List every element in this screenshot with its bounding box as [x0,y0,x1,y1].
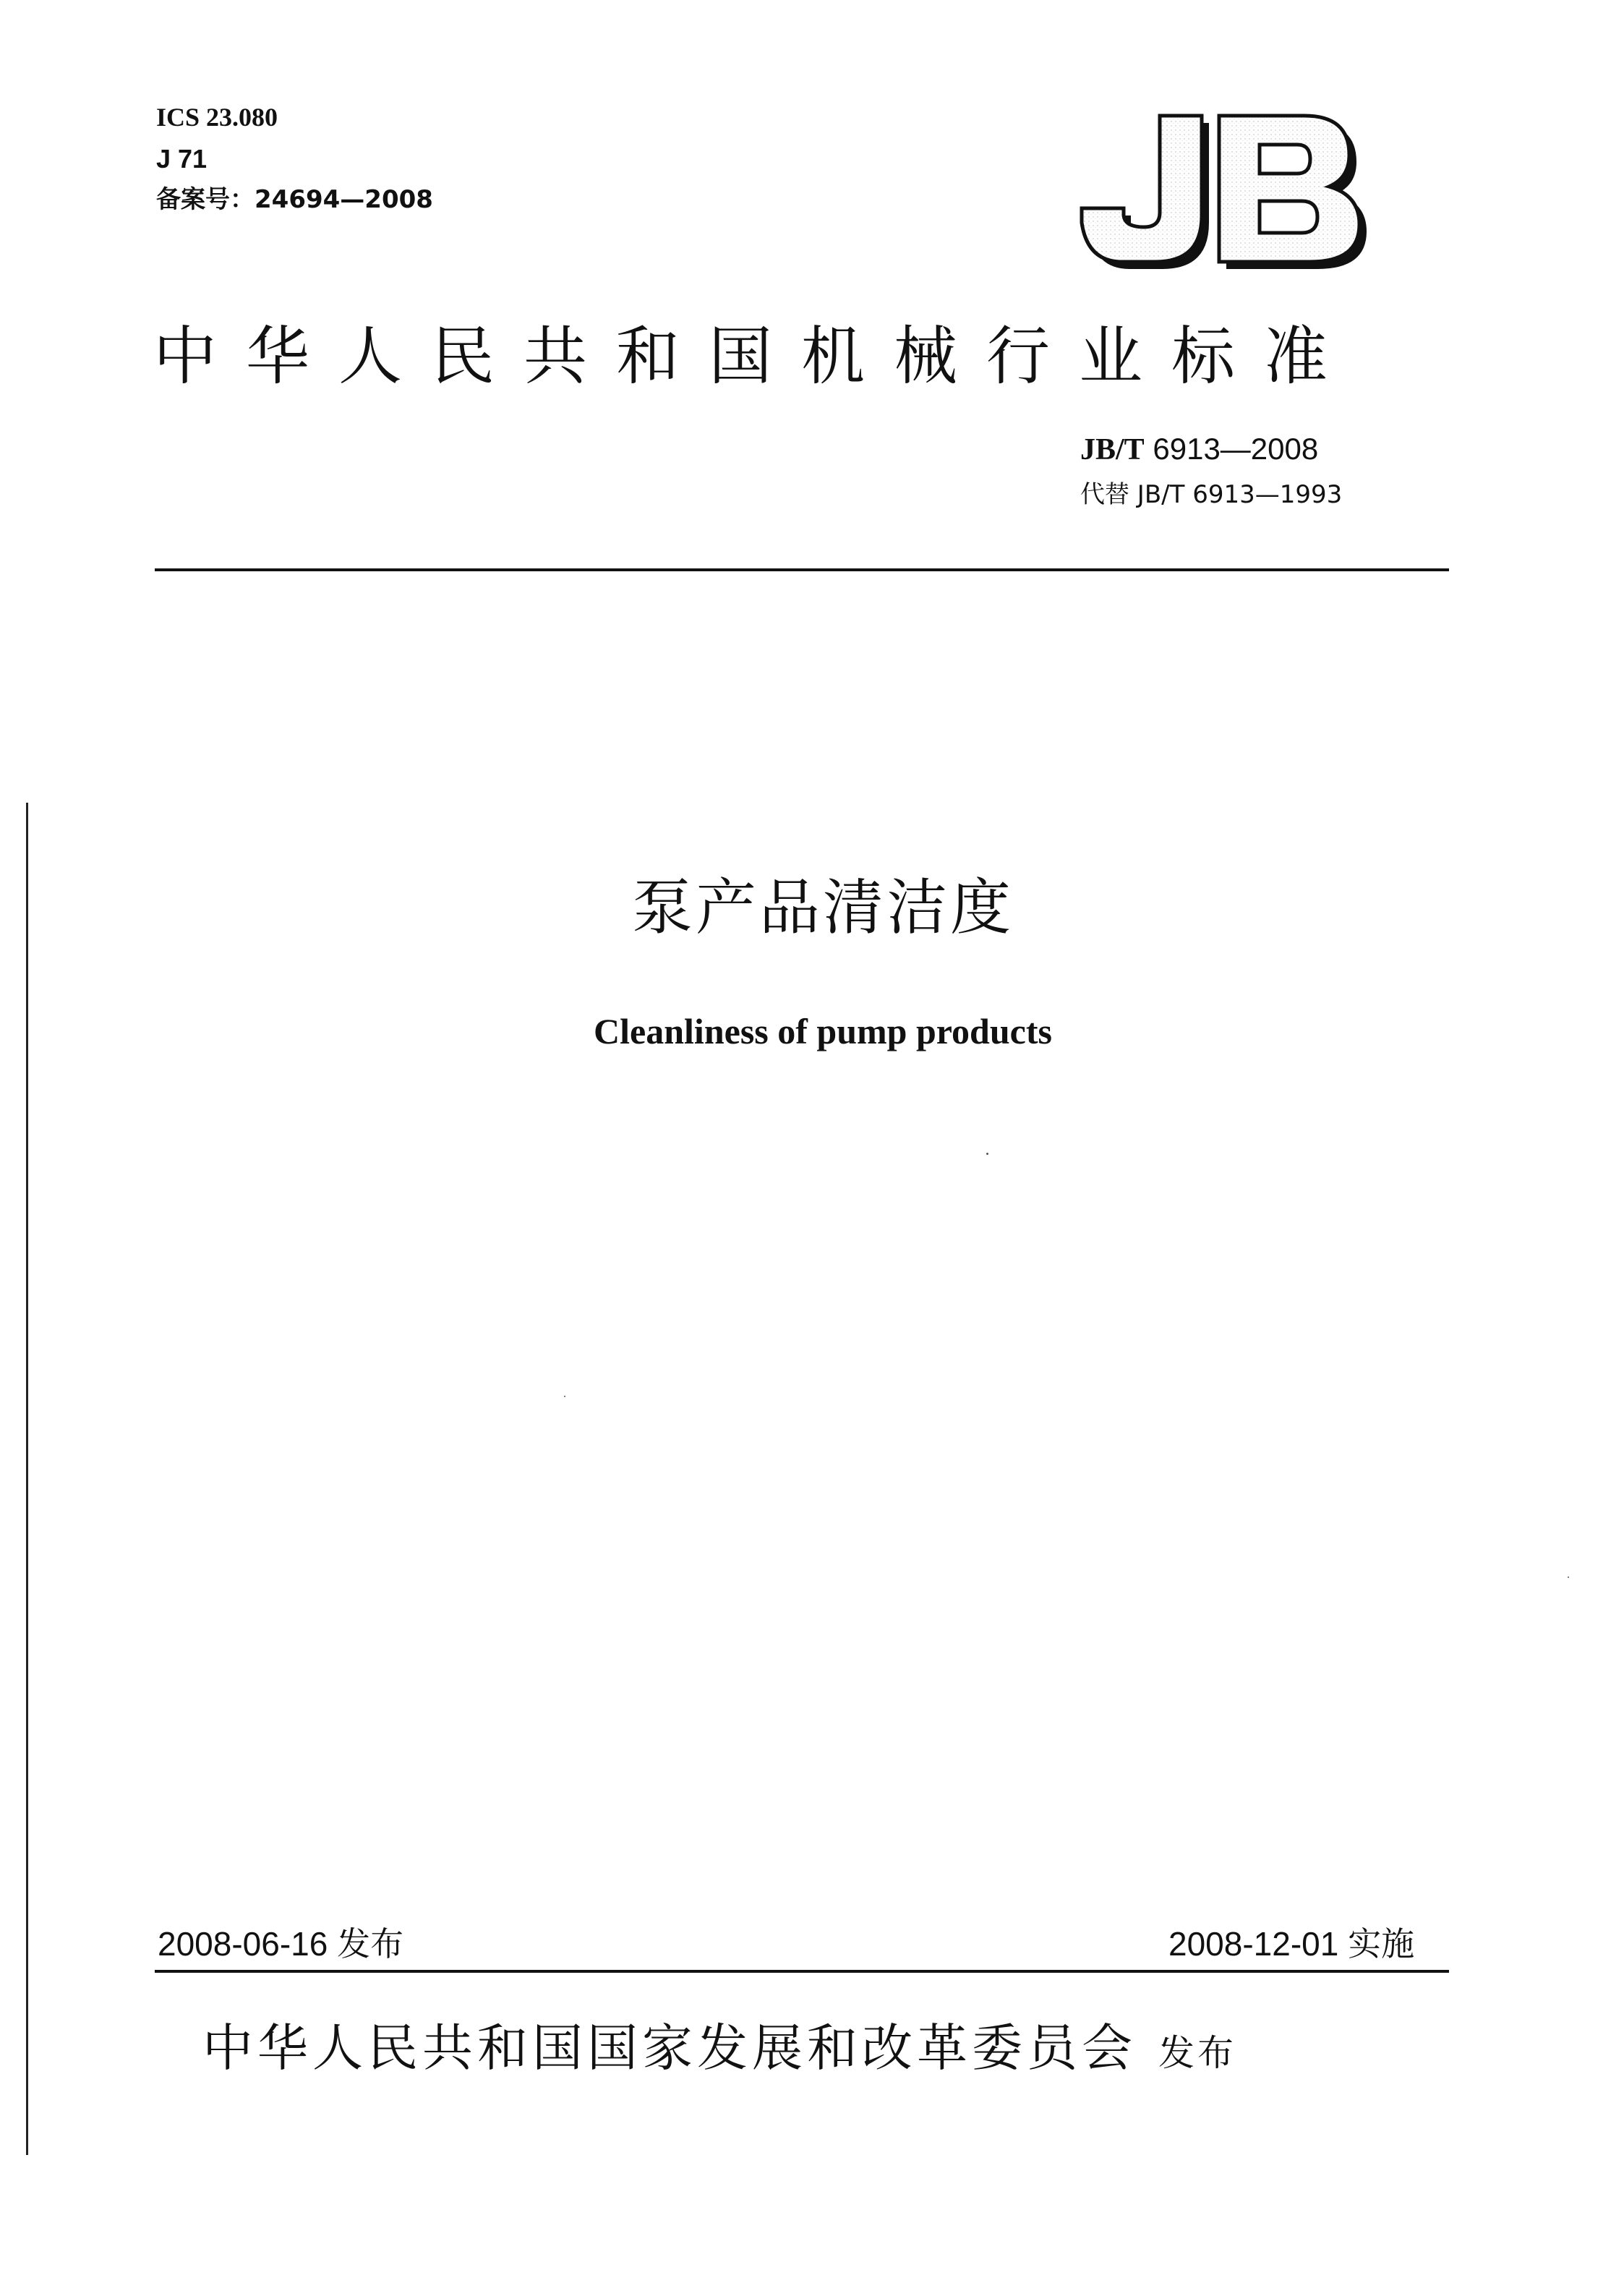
binding-line [26,803,28,2155]
issuer-verb: 发布 [1158,2032,1236,2074]
header-divider [155,568,1449,571]
document-title-english: Cleanliness of pump products [594,1011,1052,1051]
scan-speck [986,1153,988,1155]
ics-code-text: ICS 23.080 [156,103,278,132]
filing-number: 备案号：24694—2008 [156,185,433,214]
issuer-name: 中华人民共和国国家发展和改革委员会 [202,2018,1137,2078]
implement-date-label: 实施 [1348,1924,1415,1963]
implement-date [1168,1922,1414,1966]
scan-speck [1568,1576,1569,1578]
standard-heading: 中华人民共和国机械行业标准 [153,319,1357,393]
footer-divider [155,1970,1449,1973]
document-title-chinese: 泵产品清洁度 [631,872,1014,943]
implement-date-value: 2008-12-01 [1168,1925,1339,1963]
standard-number-value: 6913—2008 [1144,432,1319,466]
issuer [202,2012,1236,2089]
publish-date-label: 发布 [337,1924,404,1963]
publish-date [158,1922,403,1966]
ics-code [156,101,278,133]
scan-speck [564,1396,565,1397]
publish-date-value: 2008-06-16 [158,1925,328,1963]
replaces-standard: 代替 JB/T 6913—1993 [1080,480,1343,509]
classification-code: J 71 [156,144,208,174]
jb-logo [1074,107,1371,273]
standard-number-prefix: JB/T [1080,433,1145,466]
standard-number [1080,431,1318,468]
